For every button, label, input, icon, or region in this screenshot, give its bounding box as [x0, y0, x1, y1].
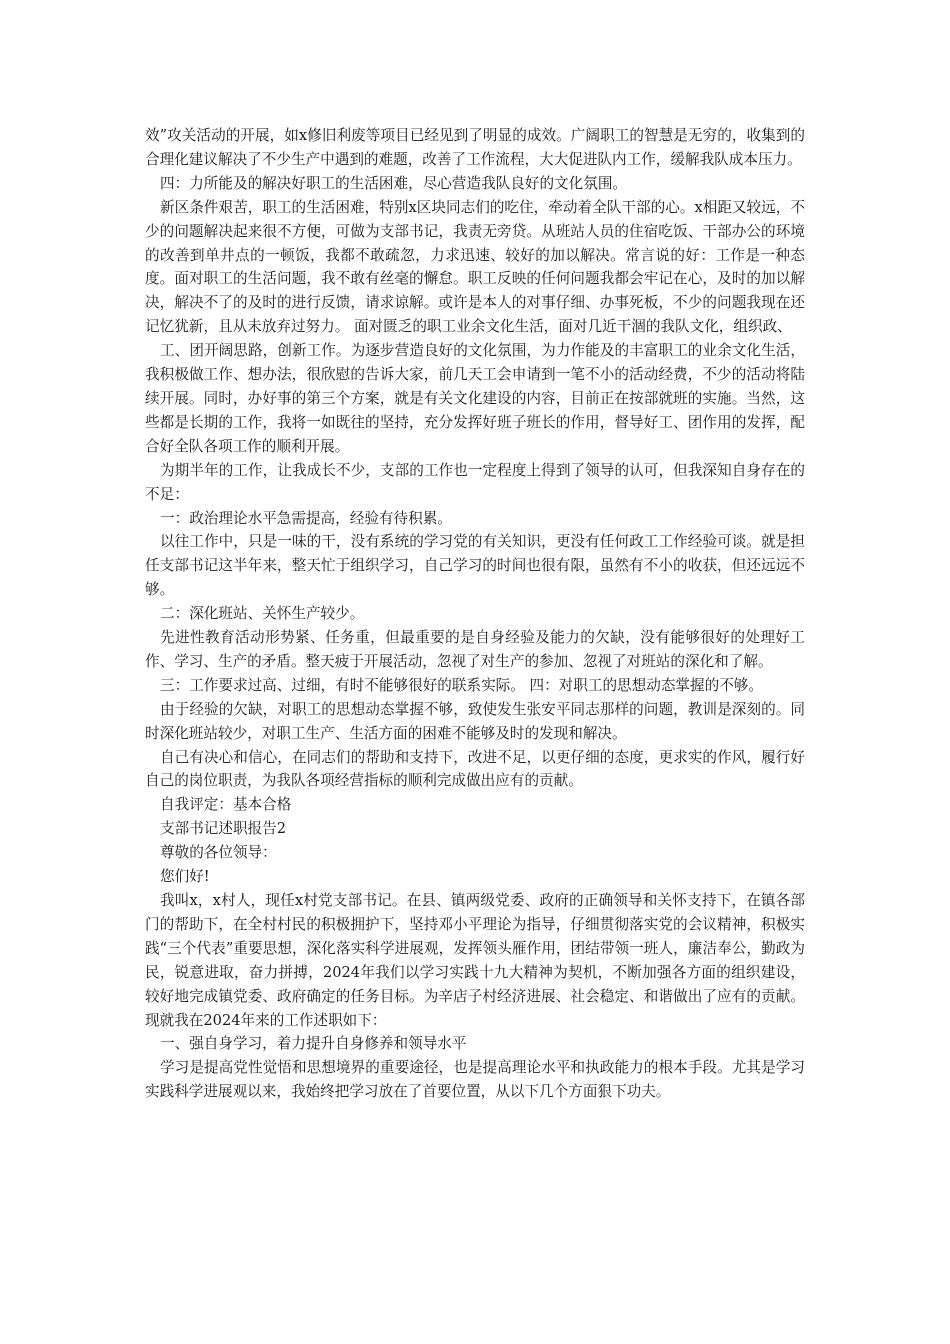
paragraph: 以往工作中，只是一味的干，没有系统的学习党的有关知识，更没有任何政工工作经验可谈。就是担任支部书记这半年来，整天忙于组织学习，自己学习的时间也很有限，虽然有不小的收获，但还远远不够。	[145, 533, 805, 599]
paragraph: 效”攻关活动的开展，如x修旧利废等项目已经见到了明显的成效。广阔职工的智慧是无穷的，收集到的合理化建议解决了不少生产中遇到的难题，改善了工作流程，大大促进队内工作，缓解我队成本压力。	[145, 127, 805, 168]
paragraph: 二：深化班站、关怀生产较少。	[160, 605, 365, 623]
document-body	[145, 124, 805, 1104]
paragraph: 为期半年的工作，让我成长不少，支部的工作也一定程度上得到了领导的认可，但我深知自身存在的不足：	[145, 461, 805, 503]
paragraph: 一、强自身学习，着力提升自身修养和领导水平	[160, 1035, 467, 1053]
paragraph: 新区条件艰苦，职工的生活困难，特别x区块同志们的吃住，牵动着全队干部的心。x相距又较远，不少的问题解决起来很不方便，可做为支部书记，我责无旁贷。从班站人员的住宿吃饭、干部办公的环境的改善到单井点的一顿饭，我都不敢疏忽，力求迅速、较好的加以解决。常言说的好：工作是一种态度。面对职工的生活问题，我不敢有丝毫的懈怠。职工反映的任何问题我都会牢记在心，及时的加以解决，解决不了的及时的进行反馈，请求谅解。或许是本人的对事仔细、办事死板，不少的问题我现在还记忆犹新，且从未放弃过努力。 面对匮乏的职工业余文化生活，面对几近干涸的我队文化，组织政、	[145, 198, 805, 336]
section-title: 支部书记述职报告2	[160, 820, 287, 838]
paragraph: 四：力所能及的解决好职工的生活困难，尽心营造我队良好的文化氛围。	[160, 174, 628, 192]
paragraph: 三：工作要求过高、过细，有时不能够很好的联系实际。 四：对职工的思想动态掌握的不够。	[160, 676, 763, 694]
salutation: 尊敬的各位领导：	[160, 844, 277, 862]
paragraph: 自己有决心和信心，在同志们的帮助和支持下，改进不足，以更仔细的态度，更求实的作风，履行好自己的岗位职责，为我队各项经营指标的顺利完成做出应有的贡献。	[145, 748, 805, 790]
paragraph: 学习是提高党性觉悟和思想境界的重要途径，也是提高理论水平和执政能力的根本手段。尤其是学习实践科学进展观以来，我始终把学习放在了首要位置，从以下几个方面狠下功夫。	[145, 1059, 805, 1101]
greeting: 您们好!	[160, 868, 210, 886]
paragraph: 我叫x，x村人，现任x村党支部书记。在县、镇两级党委、政府的正确领导和关怀支持下，在镇各部门的帮助下，在全村村民的积极拥护下，坚持邓小平理论为指导，仔细贯彻落实党的会议精神，积极实践“三个代表”重要思想，深化落实科学进展观，发挥领头雁作用，团结带领一班人，廉洁奉公，勤政为民，锐意进取，奋力拼搏，2024年我们以学习实践十九大精神为契机，不断加强各方面的组织建设，较好地完成镇党委、政府确定的任务目标。为辛店子村经济进展、社会稳定、和谐做出了应有的贡献。现就我在2024年来的工作述职如下：	[145, 892, 805, 1029]
paragraph: 一：政治理论水平急需提高，经验有待积累。	[160, 509, 452, 527]
paragraph: 由于经验的欠缺，对职工的思想动态掌握不够，致使发生张安平同志那样的问题，教训是深刻的。同时深化班站较少，对职工生产、生活方面的困难不能够及时的发现和解决。	[145, 700, 805, 742]
paragraph: 工、团开阔思路，创新工作。为逐步营造良好的文化氛围，为力作能及的丰富职工的业余文化生活，我积极做工作、想办法，很欣慰的告诉大家，前几天工会申请到一笔不小的活动经费，不少的活动将陆续开展。同时，办好事的第三个方案，就是有关文化建设的内容，目前正在按部就班的实施。当然，这些都是长期的工作，我将一如既往的坚持，充分发挥好班子班长的作用，督导好工、团作用的发挥，配合好全队各项工作的顺利开展。	[145, 342, 805, 455]
paragraph: 自我评定：基本合格	[160, 796, 292, 814]
paragraph: 先进性教育活动形势紧、任务重，但最重要的是自身经验及能力的欠缺，没有能够很好的处理好工作、学习、生产的矛盾。整天疲于开展活动，忽视了对生产的参加、忽视了对班站的深化和了解。	[145, 629, 805, 670]
